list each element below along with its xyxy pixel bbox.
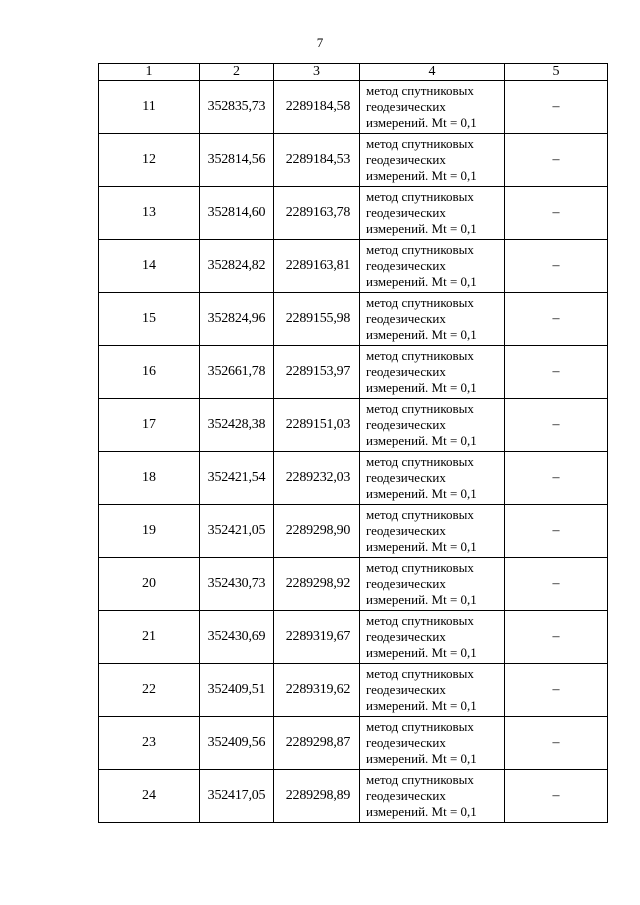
table-row — [99, 770, 608, 823]
note-cell: – — [505, 134, 608, 187]
x-coordinate-cell: 352824,96 — [200, 293, 274, 346]
y-coordinate-cell: 2289298,90 — [274, 505, 360, 558]
y-coordinate-cell: 2289319,67 — [274, 611, 360, 664]
point-number-cell: 14 — [99, 240, 200, 293]
method-line: геодезических — [366, 364, 446, 379]
point-number-cell: 13 — [99, 187, 200, 240]
note-cell: – — [505, 611, 608, 664]
method-line: метод спутниковых — [366, 242, 474, 257]
table-row — [99, 81, 608, 134]
method-line: геодезических — [366, 735, 446, 750]
method-cell — [360, 346, 505, 399]
method-line: геодезических — [366, 629, 446, 644]
x-coordinate-cell: 352409,56 — [200, 717, 274, 770]
method-cell — [360, 505, 505, 558]
method-cell — [360, 452, 505, 505]
method-line: измерений. Mt = 0,1 — [366, 168, 477, 183]
header-cell-3: 3 — [274, 64, 360, 81]
table-body — [99, 81, 608, 823]
point-number-cell: 15 — [99, 293, 200, 346]
x-coordinate-cell: 352430,69 — [200, 611, 274, 664]
y-coordinate-cell: 2289298,92 — [274, 558, 360, 611]
method-cell — [360, 134, 505, 187]
coordinates-table — [98, 63, 608, 823]
method-line: измерений. Mt = 0,1 — [366, 698, 477, 713]
table-row — [99, 134, 608, 187]
x-coordinate-cell: 352814,56 — [200, 134, 274, 187]
note-cell: – — [505, 717, 608, 770]
header-cell-2: 2 — [200, 64, 274, 81]
point-number-cell: 22 — [99, 664, 200, 717]
method-cell — [360, 770, 505, 823]
x-coordinate-cell: 352814,60 — [200, 187, 274, 240]
method-line: геодезических — [366, 682, 446, 697]
method-cell — [360, 717, 505, 770]
table-row — [99, 293, 608, 346]
y-coordinate-cell: 2289163,78 — [274, 187, 360, 240]
x-coordinate-cell: 352824,82 — [200, 240, 274, 293]
method-line: геодезических — [366, 258, 446, 273]
method-line: метод спутниковых — [366, 507, 474, 522]
x-coordinate-cell: 352428,38 — [200, 399, 274, 452]
table-row — [99, 399, 608, 452]
y-coordinate-cell: 2289184,58 — [274, 81, 360, 134]
method-line: измерений. Mt = 0,1 — [366, 804, 477, 819]
y-coordinate-cell: 2289184,53 — [274, 134, 360, 187]
note-cell: – — [505, 505, 608, 558]
method-line: геодезических — [366, 417, 446, 432]
method-line: геодезических — [366, 152, 446, 167]
header-row — [99, 64, 608, 81]
method-line: метод спутниковых — [366, 401, 474, 416]
header-cell-5: 5 — [505, 64, 608, 81]
method-line: геодезических — [366, 470, 446, 485]
x-coordinate-cell: 352409,51 — [200, 664, 274, 717]
header-cell-4: 4 — [360, 64, 505, 81]
point-number-cell: 20 — [99, 558, 200, 611]
point-number-cell: 23 — [99, 717, 200, 770]
method-cell — [360, 293, 505, 346]
method-line: метод спутниковых — [366, 136, 474, 151]
method-line: измерений. Mt = 0,1 — [366, 380, 477, 395]
point-number-cell: 16 — [99, 346, 200, 399]
x-coordinate-cell: 352661,78 — [200, 346, 274, 399]
method-line: метод спутниковых — [366, 560, 474, 575]
method-line: метод спутниковых — [366, 666, 474, 681]
y-coordinate-cell: 2289319,62 — [274, 664, 360, 717]
method-cell — [360, 81, 505, 134]
method-line: геодезических — [366, 311, 446, 326]
x-coordinate-cell: 352421,54 — [200, 452, 274, 505]
note-cell: – — [505, 452, 608, 505]
method-line: метод спутниковых — [366, 454, 474, 469]
method-line: метод спутниковых — [366, 613, 474, 628]
method-line: измерений. Mt = 0,1 — [366, 274, 477, 289]
method-line: геодезических — [366, 99, 446, 114]
method-cell — [360, 187, 505, 240]
method-line: измерений. Mt = 0,1 — [366, 433, 477, 448]
table-row — [99, 187, 608, 240]
method-line: измерений. Mt = 0,1 — [366, 327, 477, 342]
point-number-cell: 18 — [99, 452, 200, 505]
method-line: измерений. Mt = 0,1 — [366, 539, 477, 554]
method-cell — [360, 240, 505, 293]
note-cell: – — [505, 770, 608, 823]
note-cell: – — [505, 187, 608, 240]
y-coordinate-cell: 2289155,98 — [274, 293, 360, 346]
table-row — [99, 664, 608, 717]
table-row — [99, 452, 608, 505]
method-line: измерений. Mt = 0,1 — [366, 751, 477, 766]
table-row — [99, 505, 608, 558]
x-coordinate-cell: 352835,73 — [200, 81, 274, 134]
point-number-cell: 11 — [99, 81, 200, 134]
point-number-cell: 12 — [99, 134, 200, 187]
method-line: измерений. Mt = 0,1 — [366, 221, 477, 236]
note-cell: – — [505, 346, 608, 399]
table-row — [99, 558, 608, 611]
method-line: геодезических — [366, 576, 446, 591]
page-number: 7 — [316, 35, 324, 50]
table-row — [99, 611, 608, 664]
y-coordinate-cell: 2289151,03 — [274, 399, 360, 452]
method-cell — [360, 399, 505, 452]
note-cell: – — [505, 399, 608, 452]
method-cell — [360, 611, 505, 664]
x-coordinate-cell: 352417,05 — [200, 770, 274, 823]
method-line: измерений. Mt = 0,1 — [366, 645, 477, 660]
method-line: метод спутниковых — [366, 719, 474, 734]
method-cell — [360, 558, 505, 611]
y-coordinate-cell: 2289232,03 — [274, 452, 360, 505]
y-coordinate-cell: 2289298,87 — [274, 717, 360, 770]
header-cell-1: 1 — [99, 64, 200, 81]
method-line: геодезических — [366, 788, 446, 803]
note-cell: – — [505, 240, 608, 293]
table-header — [99, 64, 608, 81]
note-cell: – — [505, 81, 608, 134]
point-number-cell: 24 — [99, 770, 200, 823]
method-line: измерений. Mt = 0,1 — [366, 486, 477, 501]
note-cell: – — [505, 293, 608, 346]
table-row — [99, 717, 608, 770]
point-number-cell: 17 — [99, 399, 200, 452]
method-line: геодезических — [366, 523, 446, 538]
method-line: метод спутниковых — [366, 772, 474, 787]
method-line: измерений. Mt = 0,1 — [366, 592, 477, 607]
table-row — [99, 240, 608, 293]
y-coordinate-cell: 2289153,97 — [274, 346, 360, 399]
method-line: метод спутниковых — [366, 83, 474, 98]
method-line: метод спутниковых — [366, 295, 474, 310]
method-line: измерений. Mt = 0,1 — [366, 115, 477, 130]
y-coordinate-cell: 2289163,81 — [274, 240, 360, 293]
note-cell: – — [505, 558, 608, 611]
note-cell: – — [505, 664, 608, 717]
method-cell — [360, 664, 505, 717]
point-number-cell: 21 — [99, 611, 200, 664]
point-number-cell: 19 — [99, 505, 200, 558]
x-coordinate-cell: 352421,05 — [200, 505, 274, 558]
x-coordinate-cell: 352430,73 — [200, 558, 274, 611]
table-row — [99, 346, 608, 399]
method-line: метод спутниковых — [366, 189, 474, 204]
y-coordinate-cell: 2289298,89 — [274, 770, 360, 823]
method-line: геодезических — [366, 205, 446, 220]
method-line: метод спутниковых — [366, 348, 474, 363]
